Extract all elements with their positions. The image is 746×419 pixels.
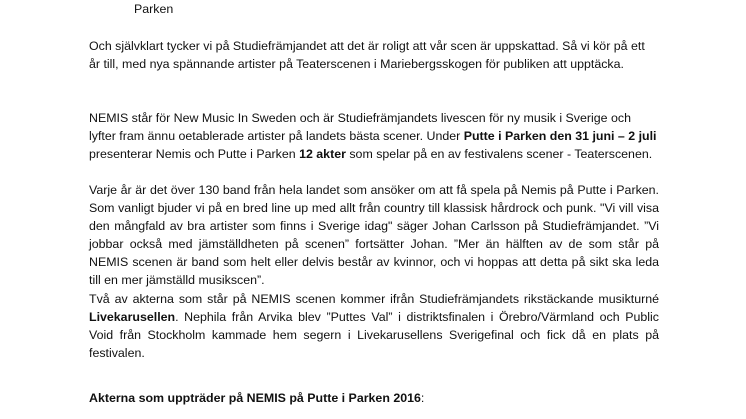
- previous-list-item-fragment: [134, 0, 694, 18]
- paragraph-livekarusellen: [89, 290, 659, 362]
- text-run: som spelar på en av festivalens scener - Teaterscenen.: [345, 147, 653, 161]
- text-run: presenterar Nemis och Putte i Parken: [89, 147, 300, 161]
- livekarusellen-bold: Livekarusellen: [89, 310, 176, 324]
- text-run: Två av akterna som står på NEMIS scenen kommer ifrån Studiefrämjandets rikstäckande musikturné: [89, 292, 659, 306]
- text-run: . Nephila från Arvika blev ”Puttes Val” i distriktsfinalen i Örebro/Värmland och Public Void från Stockholm kammade hem segern i Livekarusellens Sverigefinal och fick då en plats på festivalen.: [89, 310, 659, 360]
- paragraph-nemis-intro: [89, 109, 659, 163]
- acts-heading-bold: Akterna som uppträder på NEMIS på Putte i Parken 2016: [89, 391, 421, 405]
- text-run: NEMIS står för New Music In Sweden och är Studiefrämjandets livescen för ny musik i Sverige och lyfter fram ännu oetablerade artister på landets bästa scener. Under: [89, 111, 631, 143]
- heading-colon: :: [420, 391, 425, 405]
- fragment-line: Parken: [134, 2, 174, 16]
- paragraph-scene-appreciated: Och självklart tycker vi på Studiefrämjandet att det är roligt att vår scen är uppskattad. Så vi kör på ett år till, med nya spännande artister på Teaterscenen i Mariebergsskogen för publiken att upptäcka.: [89, 39, 645, 71]
- acts-count-bold: 12 akter: [299, 147, 346, 161]
- festival-dates-bold: Putte i Parken den 31 juni – 2 juli: [463, 129, 657, 143]
- paragraph-applicants: Varje år är det över 130 band från hela landet som ansöker om att få spela på Nemis på Putte i Parken. Som vanligt bjuder vi på en bred line up med allt från country till klassisk hårdrock och punk. "Vi vill visa den mångfald av bra artister som finns i Sverige idag" säger Johan Carlsson på Studiefrämjandet. ”Vi jobbar också med jämställdheten på scenen” fortsätter Johan. ”Mer än hälften av de som står på NEMIS scenen är band som helt eller delvis består av kvinnor, och vi hoppas att detta på sikt ska leda till en mer jämställd musikscen”.: [89, 183, 659, 287]
- acts-heading: [89, 389, 659, 407]
